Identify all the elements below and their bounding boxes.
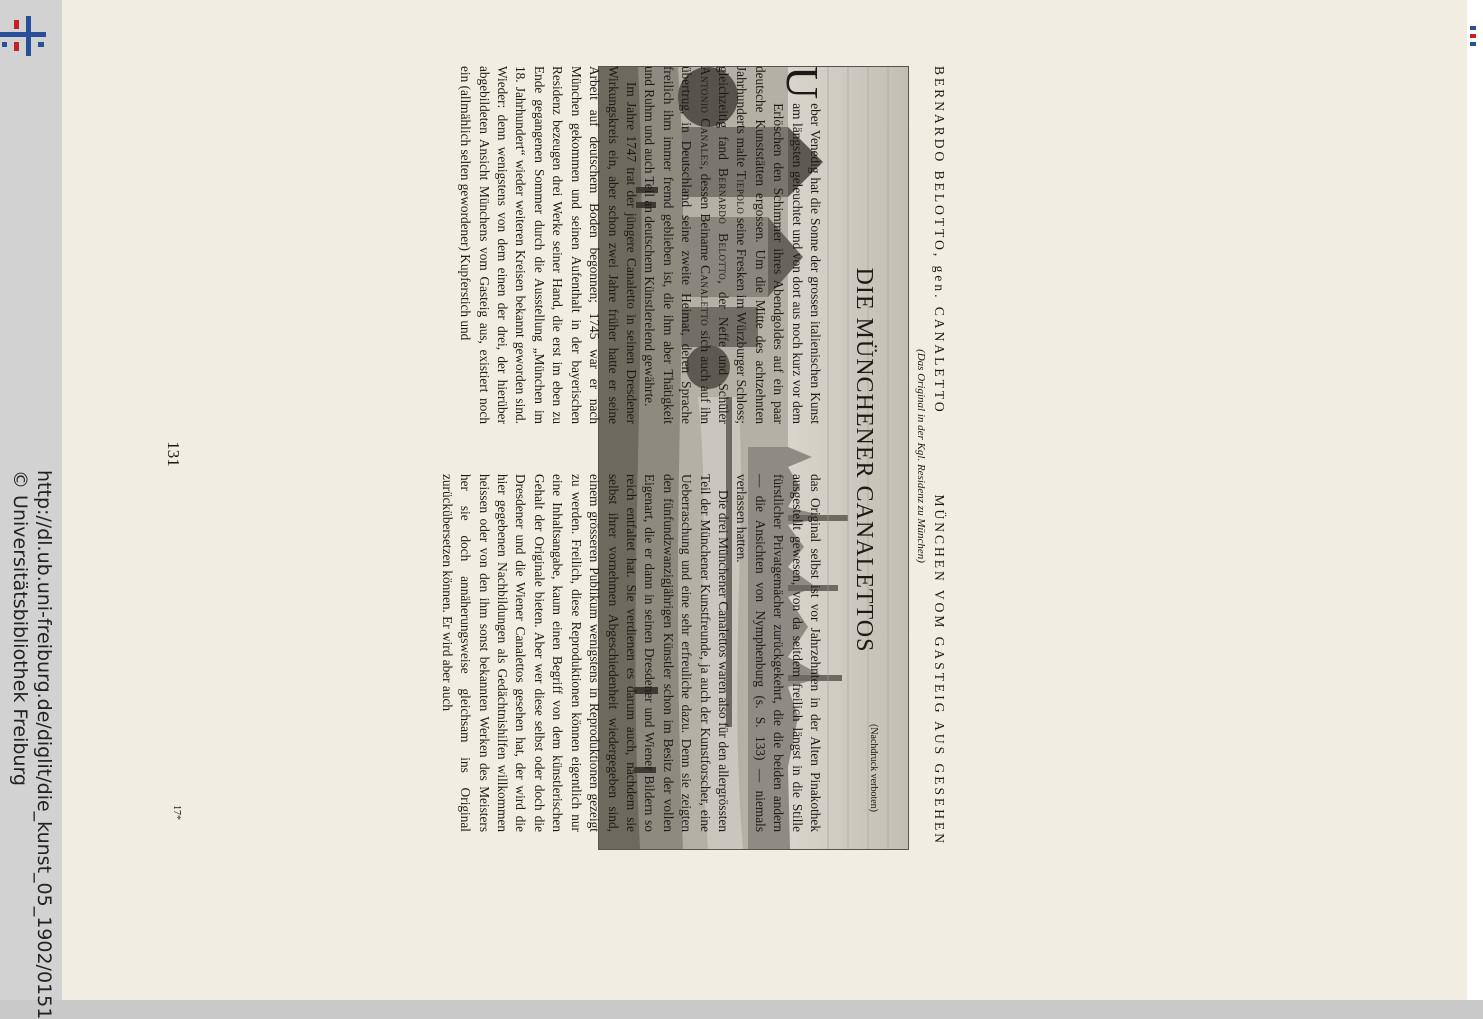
plate-caption [928,66,950,846]
scanned-page [62,0,1467,1000]
library-logo [0,14,50,62]
reprint-note: (Nachdruck verboten) [868,723,879,812]
article-title: DIE MÜNCHENER CANALETTOS [851,267,877,653]
credit-container [4,470,56,1019]
rotated-page-content [62,0,1467,1000]
drop-cap: U [777,66,828,100]
printer-signature: 17* [171,805,182,820]
plate-caption-source: (Das Original in der Kgl. Residenz zu München) [915,349,927,563]
viewer-right-margin [1467,0,1483,1000]
plate-caption-artist: BERNARDO BELOTTO, gen. CANALETTO [932,66,947,415]
text-column-right [204,474,824,832]
paragraph: U eber Venedig hat die Sonne der grossen italienischen Kunst am längsten geleuchtet und von dort aus noch kurz vor dem Erlöschen den Schimmer ihres Abendgoldes auf ein paar deutsche Kunststätten ergossen. Um die Mitte des achtzehnten Jahrhunderts malte Tiepolo seine Fresken im Würzburger Schloss; gleichzeitig fand Bernardo Belotto, der Neffe und Schüler Antonio Canales, dessen Beiname Canaletto sich auch auf ihn übertrug, in Deutschland seine zweite Heimat, deren Sprache freilich ihm immer fremd geblieben ist, die ihm aber Thätigkeit und Ruhm und auch Teil an deutschem Künstlerelend gewährte. [642,66,828,424]
copyright-line: © Universitätsbibliothek Freiburg [9,470,31,786]
paragraph: Die drei Münchener Canalettos waren also für den allergrössten Teil der Münchener Kunstfreunde, ja auch der Kunstforscher, eine Ueberraschung und eine sehr erfreuliche dazu. Denn sie zeigten den fünfundzwanzigjährigen Künstler schon im Besitz der vollen Eigenart, die er dann in seinen Dresdener und Wiener Bildern so reich entfaltet hat. Sie verdienen es darum auch, nachdem sie selbst ihrer vornehmen Abgeschiedenheit wiedergegeben sind, einem grösseren Publikum wenigstens in Reproduktionen gezeigt zu werden. Freilich, diese Reproduktionen können eigentlich nur eine Inhaltsangabe, kaum einen Begriff von dem künstlerischen Gehalt der Originale bieten. Aber wer diese selbst oder doch die Dresdener und die Wiener Canalettos gesehen hat, der wird die hier gegebenen Nachbildungen als Gedächtnishilfen willkommen heissen oder von den ihm sonst bekannten Werken des Meisters her sie doch annäherungsweise gleichsam ins Original zurückübersetzen können. Er wird aber auch [439,474,731,832]
paragraph: das Original selbst ist vor Jahrzehnten in der Alten Pinakothek ausgestellt gewesen, von da seitdem freilich längst in die Stille fürstlicher Privatgemächer zurückgekehrt, die die beiden andern — die Ansichten von Nymphenburg (s. S. 133) — niemals verlassen hatten. [734,474,823,832]
text-column-left [204,66,828,424]
permalink-url[interactable]: http://dl.ub.uni-freiburg.de/diglit/die_kunst_05_1902/0151 [33,470,55,1019]
page-number: 131 [164,441,183,467]
right-edge-marker [1470,26,1476,46]
plate-caption-title: MÜNCHEN VOM GASTEIG AUS GESEHEN [932,494,947,846]
paragraph: Im Jahre 1747 trat der jüngere Canaletto in seinen Dresdener Wirkungskreis ein, aber schon zwei Jahre früher hatte er seine Arbeit auf deutschem Boden begonnen; 1745 war er nach München gekommen und seinen Aufenthalt in der bayerischen Residenz bezeugen drei Werke seiner Hand, die erst im eben zu Ende gegangenen Sommer durch die Ausstellung „München im 18. Jahrhundert“ wieder weiteren Kreisen bekannt geworden sind. Wieder: denn wenigstens von dem einen der drei, der hierüber abgebildeten Ansicht Münchens vom Gasteig aus, existiert noch ein (allmählich selten gewordener) Kupferstich und [458,66,639,424]
viewer-left-margin [0,0,62,1019]
